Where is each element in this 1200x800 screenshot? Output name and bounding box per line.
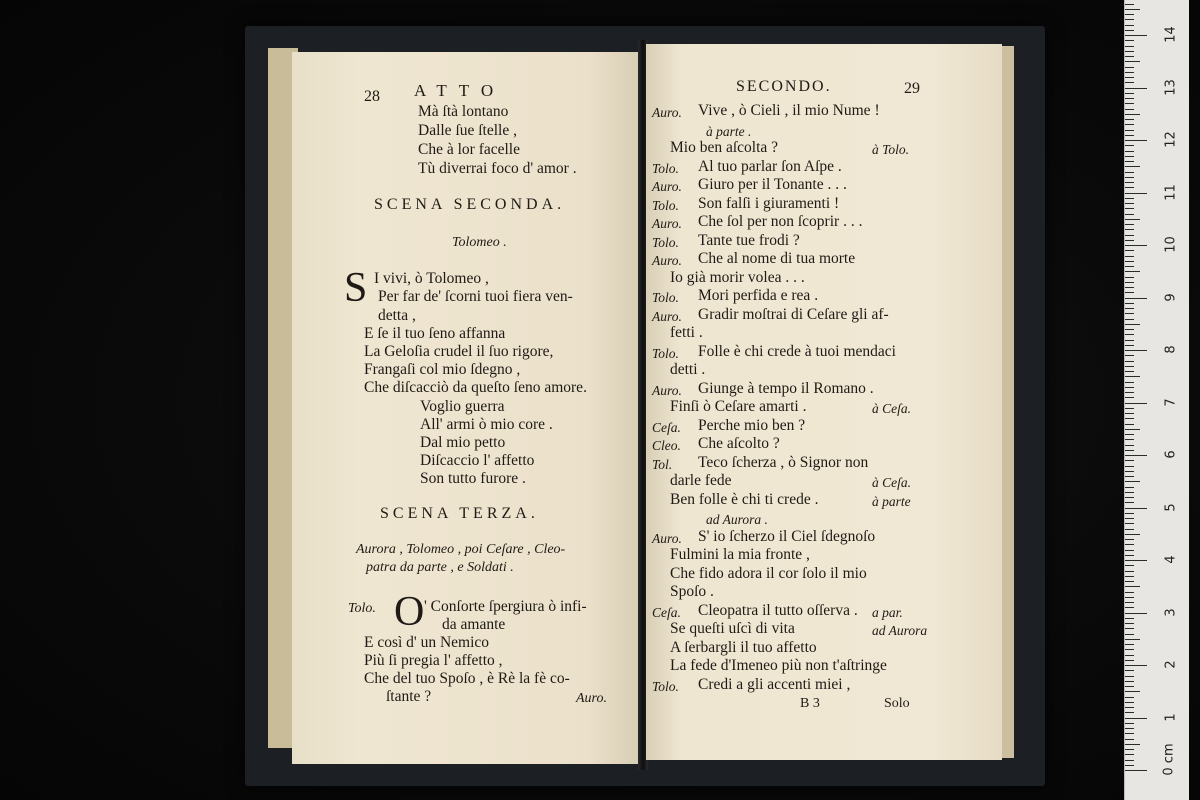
cast-list: Aurora , Tolomeo , poi Ceſare , Cleo- [356, 542, 566, 557]
ruler-tick [1125, 655, 1134, 656]
ruler-tick [1125, 712, 1134, 713]
scene-title: SCENA SECONDA. [374, 196, 566, 213]
ruler-tick [1125, 313, 1134, 314]
verse-line: Tù diverrai foco d' amor . [418, 160, 577, 177]
ruler-tick [1125, 770, 1147, 771]
ruler-tick [1125, 14, 1134, 15]
ruler-tick [1125, 187, 1134, 188]
verse-line: Voglio guerra [420, 398, 505, 415]
ruler-tick [1125, 565, 1134, 566]
ruler-tick [1125, 319, 1134, 320]
speaker-name: Tolo. [652, 290, 679, 305]
dialogue-line: Gradir moſtrai di Ceſare gli af- [698, 305, 889, 323]
ruler-tick [1125, 660, 1134, 661]
speaker-name: Tolo. [652, 197, 679, 213]
ruler-tick [1125, 408, 1134, 409]
ruler-tick [1125, 271, 1140, 272]
ruler-tick [1125, 686, 1134, 687]
ruler-tick [1125, 193, 1147, 194]
ruler-tick [1125, 571, 1134, 572]
ruler-tick [1125, 760, 1134, 761]
ruler-tick [1125, 460, 1134, 461]
ruler-tick [1125, 387, 1134, 388]
dialogue-line: Mio ben aſcolta ? [670, 139, 779, 156]
ruler-tick [1125, 151, 1134, 152]
ruler-tick [1125, 182, 1134, 183]
ruler-tick [1125, 25, 1134, 26]
dialogue-line: Che fido adora il cor ſolo il mio [670, 564, 867, 582]
ruler-number: 12 [1163, 131, 1179, 148]
speaker-name: Auro. [652, 216, 682, 231]
ruler-tick [1125, 670, 1134, 671]
dialogue-line: Fulmini la mia fronte , [670, 546, 810, 563]
ruler-tick [1125, 198, 1134, 199]
dialogue-line: La fede d'Imeneo più non t'aſtringe [670, 657, 887, 674]
ruler-tick [1125, 481, 1140, 482]
ruler-tick [1125, 592, 1134, 593]
signature-mark: B 3 [800, 696, 820, 711]
ruler-tick [1125, 623, 1134, 624]
ruler-tick [1125, 392, 1134, 393]
speaker-name: Auro. [652, 253, 682, 268]
stage-direction: à Ceſa. [872, 475, 911, 490]
page-number: 29 [904, 80, 920, 97]
speaker-name: Tolo. [652, 234, 679, 250]
ruler-tick [1125, 382, 1134, 383]
ruler-tick [1125, 702, 1134, 703]
ruler-tick [1125, 355, 1134, 356]
ruler-tick [1125, 124, 1134, 125]
speaker-name: Auro. [652, 179, 682, 194]
drop-cap: O [394, 589, 425, 635]
ruler-tick [1125, 256, 1134, 257]
ruler-tick [1125, 523, 1134, 524]
ruler-tick [1125, 487, 1134, 488]
ruler-tick [1125, 240, 1134, 241]
ruler-number: 4 [1163, 555, 1179, 564]
ruler-tick [1125, 245, 1147, 246]
ruler-tick [1125, 371, 1134, 372]
ruler-tick [1125, 140, 1147, 141]
ruler-tick [1125, 602, 1134, 603]
running-head: SECONDO. [736, 78, 832, 95]
ruler-tick [1125, 681, 1134, 682]
ruler-tick [1125, 224, 1134, 225]
verse-line: Dalle ſue ſtelle , [418, 122, 517, 139]
stage-direction: ad Aurora . [706, 512, 768, 527]
stage-direction: à parte [872, 493, 911, 509]
dialogue-line: Teco ſcherza , ò Signor non [698, 453, 869, 471]
dialogue-line: Tante tue frodi ? [698, 231, 800, 249]
ruler-tick [1125, 82, 1134, 83]
ruler-tick [1125, 88, 1147, 89]
ruler-tick [1125, 676, 1134, 677]
ruler-tick [1125, 250, 1134, 251]
ruler-tick [1125, 350, 1147, 351]
ruler-tick [1125, 308, 1134, 309]
speaker-name: Ceſa. [652, 419, 681, 435]
dialogue-line: Mori perfida e rea . [698, 287, 819, 304]
verse-line: detta , [378, 307, 416, 324]
ruler-tick [1125, 649, 1134, 650]
verse-line: All' armi ò mio core . [420, 416, 553, 433]
ruler-tick [1125, 497, 1134, 498]
ruler-tick [1125, 61, 1140, 62]
verse-line: Son tutto furore . [420, 470, 526, 487]
ruler-tick [1125, 733, 1134, 734]
ruler-tick [1125, 586, 1140, 587]
dialogue-line: Al tuo parlar ſon Aſpe . [698, 157, 842, 175]
page-number: 28 [364, 88, 380, 105]
ruler-tick [1125, 418, 1134, 419]
stage-direction: à parte . [706, 123, 752, 139]
ruler-tick [1125, 277, 1134, 278]
ruler-tick [1125, 534, 1140, 535]
dialogue-line: Che aſcolto ? [698, 435, 780, 452]
ruler-tick [1125, 35, 1147, 36]
dialogue-line: Credi a gli accenti miei , [698, 675, 851, 693]
ruler-tick [1125, 439, 1134, 440]
dialogue-line: detti . [670, 361, 706, 378]
verse-line: La Geloſia crudel il ſuo rigore, [364, 343, 554, 360]
ruler-tick [1125, 429, 1140, 430]
ruler-tick [1125, 135, 1134, 136]
verse-line: Mà ſtà lontano [418, 103, 509, 120]
ruler-tick [1125, 130, 1134, 131]
dialogue-line: Giuro per il Tonante . . . [698, 176, 847, 193]
ruler-tick [1125, 235, 1134, 236]
ruler-tick [1125, 403, 1147, 404]
dialogue-line: Se queſti uſcì di vita [670, 620, 795, 637]
catchword: Auro. [576, 691, 607, 706]
dialogue-line: Che al nome di tua morte [698, 250, 856, 267]
ruler-tick [1125, 544, 1134, 545]
verse-line: Che à lor facelle [418, 141, 520, 158]
verse-line: Frangaſi col mio ſdegno , [364, 361, 521, 378]
ruler-unit-label: 0 cm [1161, 743, 1177, 776]
ruler-tick [1125, 744, 1140, 745]
ruler-tick [1125, 397, 1134, 398]
ruler-tick [1125, 72, 1134, 73]
dialogue-line: fetti . [670, 324, 703, 341]
ruler-tick [1125, 114, 1140, 115]
dialogue-line: Perche mio ben ? [698, 416, 806, 434]
verse-line: Più ſi pregia l' affetto , [364, 652, 503, 669]
verse-line: ' Conſorte ſpergiura ò infi- [424, 598, 587, 615]
ruler-tick [1125, 445, 1134, 446]
stage-direction: ad Aurora [872, 623, 928, 638]
ruler-tick [1125, 434, 1134, 435]
ruler-tick [1125, 691, 1140, 692]
ruler-tick [1125, 728, 1134, 729]
ruler-tick [1125, 19, 1134, 20]
measurement-ruler [1124, 0, 1189, 800]
ruler-tick [1125, 550, 1134, 551]
right-page [646, 44, 1002, 760]
ruler-tick [1125, 413, 1134, 414]
ruler-tick [1125, 219, 1140, 220]
ruler-tick [1125, 9, 1140, 10]
ruler-tick [1125, 292, 1134, 293]
ruler-tick [1125, 298, 1147, 299]
verse-line: da amante [442, 616, 506, 633]
cast-list: patra da parte , e Soldati . [366, 560, 514, 575]
ruler-number: 14 [1163, 26, 1179, 43]
verse-line: Dal mio petto [420, 434, 506, 451]
speaker-name: Auro. [652, 382, 682, 398]
speaker-name: Tol. [652, 456, 673, 472]
left-page [292, 52, 640, 764]
ruler-tick [1125, 634, 1134, 635]
ruler-tick [1125, 476, 1134, 477]
ruler-tick [1125, 613, 1147, 614]
ruler-tick [1125, 529, 1134, 530]
ruler-tick [1125, 334, 1134, 335]
ruler-tick [1125, 607, 1134, 608]
speaker-name: Tolo. [652, 160, 679, 176]
ruler-tick [1125, 581, 1134, 582]
ruler-tick [1125, 177, 1134, 178]
verse-line: I vivi, ò Tolomeo , [374, 270, 489, 287]
ruler-tick [1125, 707, 1134, 708]
dialogue-line: Che ſol per non ſcoprir . . . [698, 213, 863, 230]
ruler-tick [1125, 119, 1134, 120]
dialogue-line: Finſi ò Ceſare amarti . [670, 398, 807, 415]
ruler-tick [1125, 723, 1134, 724]
verse-line: E ſe il tuo ſeno affanna [364, 325, 506, 342]
ruler-tick [1125, 471, 1134, 472]
ruler-tick [1125, 765, 1134, 766]
speaker-name: Auro. [652, 105, 682, 120]
dialogue-line: Son falſi i giuramenti ! [698, 194, 840, 212]
ruler-tick [1125, 172, 1134, 173]
stage-direction: à Ceſa. [872, 401, 911, 416]
ruler-tick [1125, 303, 1134, 304]
ruler-number: 1 [1163, 712, 1179, 722]
speaker-name: Cleo. [652, 438, 681, 453]
ruler-number: 13 [1163, 78, 1179, 96]
ruler-tick [1125, 67, 1134, 68]
speaker-name: Auro. [652, 530, 682, 546]
ruler-tick [1125, 450, 1134, 451]
ruler-tick [1125, 597, 1134, 598]
running-head: ATTO [414, 81, 506, 100]
ruler-tick [1125, 576, 1134, 577]
ruler-tick [1125, 340, 1134, 341]
ruler-tick [1125, 156, 1134, 157]
ruler-tick [1125, 161, 1134, 162]
ruler-tick [1125, 644, 1134, 645]
ruler-tick [1125, 229, 1134, 230]
verse-line: Diſcaccio l' affetto [420, 452, 535, 469]
ruler-number: 3 [1163, 607, 1179, 617]
ruler-tick [1125, 424, 1134, 425]
ruler-tick [1125, 502, 1134, 503]
ruler-tick [1125, 361, 1134, 362]
ruler-tick [1125, 208, 1134, 209]
ruler-tick [1125, 203, 1134, 204]
speaker-name: Auro. [652, 308, 682, 324]
dialogue-line: Ben folle è chi ti crede . [670, 490, 819, 508]
stage-direction: à Tolo. [872, 142, 910, 157]
dialogue-line: A ſerbargli il tuo affetto [670, 638, 817, 656]
ruler-tick [1125, 98, 1134, 99]
ruler-number: 9 [1163, 292, 1179, 302]
verse-line: ſtante ? [386, 688, 432, 705]
ruler-tick [1125, 366, 1134, 367]
ruler-tick [1125, 282, 1134, 283]
speaker-name: Tolo. [348, 601, 376, 616]
ruler-tick [1125, 739, 1134, 740]
ruler-tick [1125, 46, 1134, 47]
ruler-tick [1125, 77, 1134, 78]
ruler-number: 5 [1163, 502, 1179, 512]
ruler-tick [1125, 4, 1134, 5]
speaker-name: Ceſa. [652, 604, 681, 620]
ruler-tick [1125, 665, 1147, 666]
drop-cap: S [344, 265, 368, 311]
ruler-tick [1125, 376, 1140, 377]
ruler-tick [1125, 214, 1134, 215]
ruler-tick [1125, 145, 1134, 146]
stage-direction: a par. [872, 604, 903, 620]
catchword: Solo [884, 696, 910, 711]
ruler-tick [1125, 266, 1134, 267]
speaker-name: Tolo. [652, 678, 679, 694]
ruler-tick [1125, 754, 1134, 755]
dialogue-line: Cleopatra il tutto oſſerva . [698, 601, 858, 619]
verse-line: Che del tuo Spoſo , è Rè la fè co- [364, 670, 570, 687]
ruler-tick [1125, 718, 1147, 719]
ruler-tick [1125, 749, 1134, 750]
ruler-number: 8 [1163, 345, 1179, 354]
ruler-tick [1125, 103, 1134, 104]
ruler-tick [1125, 56, 1134, 57]
ruler-tick [1125, 30, 1134, 31]
dialogue-line: Vive , ò Cieli , il mio Nume ! [698, 102, 880, 119]
ruler-tick [1125, 51, 1134, 52]
character-name: Tolomeo . [452, 235, 507, 250]
ruler-tick [1125, 40, 1134, 41]
ruler-tick [1125, 324, 1140, 325]
ruler-tick [1125, 466, 1134, 467]
ruler-number: 7 [1163, 397, 1179, 407]
verse-line: Che diſcacciò da queſto ſeno amore. [364, 379, 587, 396]
ruler-tick [1125, 287, 1134, 288]
ruler-tick [1125, 455, 1147, 456]
ruler-tick [1125, 109, 1134, 110]
ruler-tick [1125, 513, 1134, 514]
dialogue-line: Io già morir volea . . . [670, 268, 805, 286]
ruler-tick [1125, 345, 1134, 346]
ruler-tick [1125, 628, 1134, 629]
ruler-tick [1125, 555, 1134, 556]
ruler-tick [1125, 261, 1134, 262]
ruler-tick [1125, 166, 1140, 167]
scene-title: SCENA TERZA. [380, 505, 539, 522]
dialogue-line: darle fede [670, 472, 732, 489]
dialogue-line: S' io ſcherzo il Ciel ſdegnoſo [698, 527, 876, 545]
ruler-number: 2 [1163, 660, 1179, 669]
ruler-tick [1125, 329, 1134, 330]
ruler-tick [1125, 518, 1134, 519]
ruler-tick [1125, 697, 1134, 698]
speaker-name: Tolo. [652, 345, 679, 361]
ruler-number: 6 [1163, 450, 1179, 459]
ruler-tick [1125, 560, 1147, 561]
ruler-tick [1125, 93, 1134, 94]
dialogue-line: Folle è chi crede à tuoi mendaci [698, 342, 896, 360]
verse-line: Per far de' ſcorni tuoi fiera ven- [378, 288, 573, 305]
ruler-number: 11 [1163, 183, 1179, 201]
ruler-tick [1125, 492, 1134, 493]
ruler-tick [1125, 618, 1134, 619]
ruler-tick [1125, 508, 1147, 509]
dialogue-line: Spoſo . [670, 583, 714, 600]
verse-line: E così d' un Nemico [364, 634, 490, 651]
ruler-number: 10 [1163, 236, 1179, 253]
dialogue-line: Giunge à tempo il Romano . [698, 379, 874, 397]
ruler-tick [1125, 639, 1140, 640]
ruler-tick [1125, 539, 1134, 540]
